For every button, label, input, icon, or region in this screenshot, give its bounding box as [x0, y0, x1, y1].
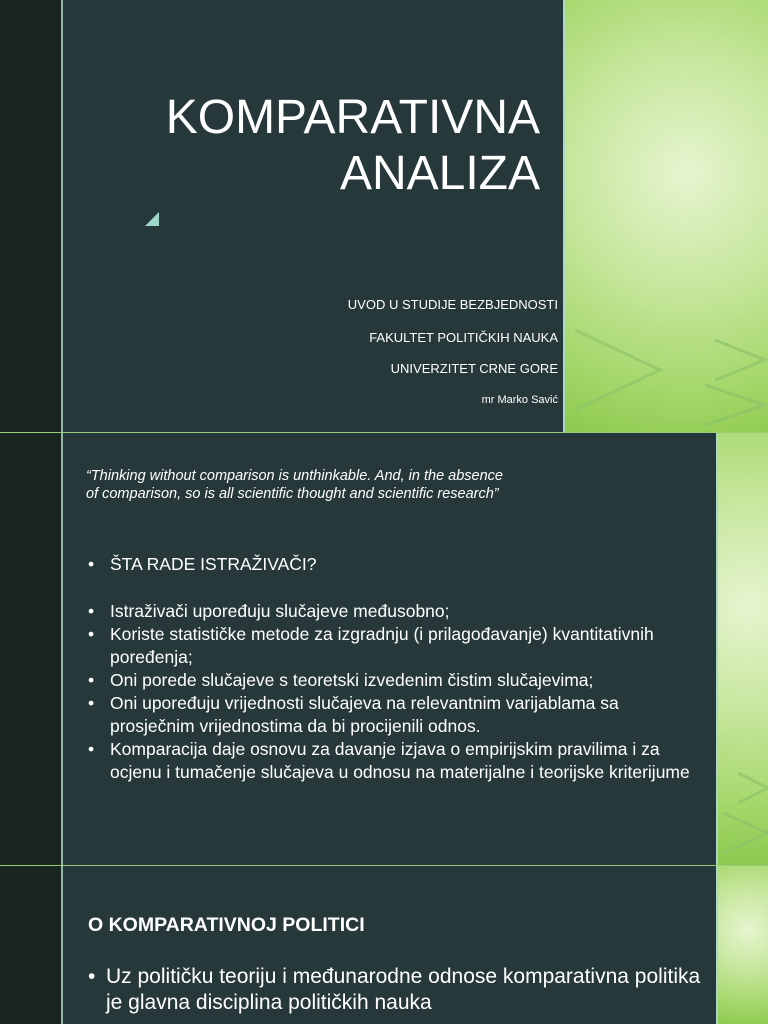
- subtitle-university: UNIVERZITET CRNE GORE: [390, 361, 558, 376]
- chevron-decoration-icon: [565, 300, 768, 432]
- title-line-2: ANALIZA: [339, 147, 540, 200]
- slide-1: [0, 0, 768, 432]
- chevron-decoration-icon: [718, 753, 768, 865]
- bullet-list: [88, 964, 708, 1016]
- list-item-text: Koriste statističke metode za izgradnju (i prilagođavanje) kvantitativnih poređenja;: [110, 624, 654, 667]
- list-item-text: Istraživači upoređuju slučajeve međusobno;: [110, 601, 450, 621]
- bullet-icon: •: [88, 624, 95, 644]
- slide-title: O KOMPARATIVNOJ POLITICI: [88, 914, 365, 936]
- bullet-icon: •: [88, 601, 95, 621]
- list-item: [88, 623, 708, 669]
- slide-3: [0, 866, 768, 1024]
- list-item: [88, 964, 708, 1016]
- list-item: [88, 738, 708, 784]
- list-item: [88, 669, 708, 692]
- list-item: [88, 600, 708, 623]
- title-line-1: KOMPARATIVNA: [165, 91, 540, 144]
- left-bar: [0, 866, 61, 1024]
- list-item-text: Uz političku teoriju i međunarodne odnose komparativna politika je glavna disciplina političkih nauka: [106, 965, 701, 1014]
- bullet-list: [88, 553, 708, 784]
- bullet-icon: •: [88, 739, 95, 759]
- quote-text: “Thinking without comparison is unthinkable. And, in the absence of comparison, so is all scientific thought and scientific research”: [86, 468, 503, 502]
- list-item-text: ŠTA RADE ISTRAŽIVAČI?: [110, 554, 317, 574]
- list-item-heading: [88, 553, 708, 576]
- bullet-icon: •: [88, 693, 95, 713]
- subtitle-faculty: FAKULTET POLITIČKIH NAUKA: [369, 330, 558, 345]
- list-item-text: Oni upoređuju vrijednosti slučajeva na relevantnim varijablama sa prosječnim vrijednostima da bi procijenili odnos.: [110, 693, 619, 736]
- bullet-icon: •: [88, 670, 95, 690]
- green-gradient-background: [718, 866, 768, 1024]
- slide-title: [70, 90, 540, 202]
- left-bar: [0, 0, 61, 432]
- bullet-icon: •: [88, 554, 95, 574]
- subtitle-author: mr Marko Savić: [481, 394, 558, 406]
- list-item-text: Oni porede slučajeve s teoretski izvedenim čistim slučajevima;: [110, 670, 594, 690]
- left-bar: [0, 433, 61, 865]
- list-item: [88, 692, 708, 738]
- list-item-text: Komparacija daje osnovu za davanje izjava o empirijskim pravilima i za ocjenu i tumačenje slučajeva u odnosu na materijalne i teorijske kriterijume: [110, 739, 690, 782]
- triangle-accent-icon: [145, 212, 159, 226]
- subtitle-course: UVOD U STUDIJE BEZBJEDNOSTI: [347, 297, 558, 312]
- bullet-icon: •: [88, 965, 96, 988]
- slide-2: [0, 433, 768, 865]
